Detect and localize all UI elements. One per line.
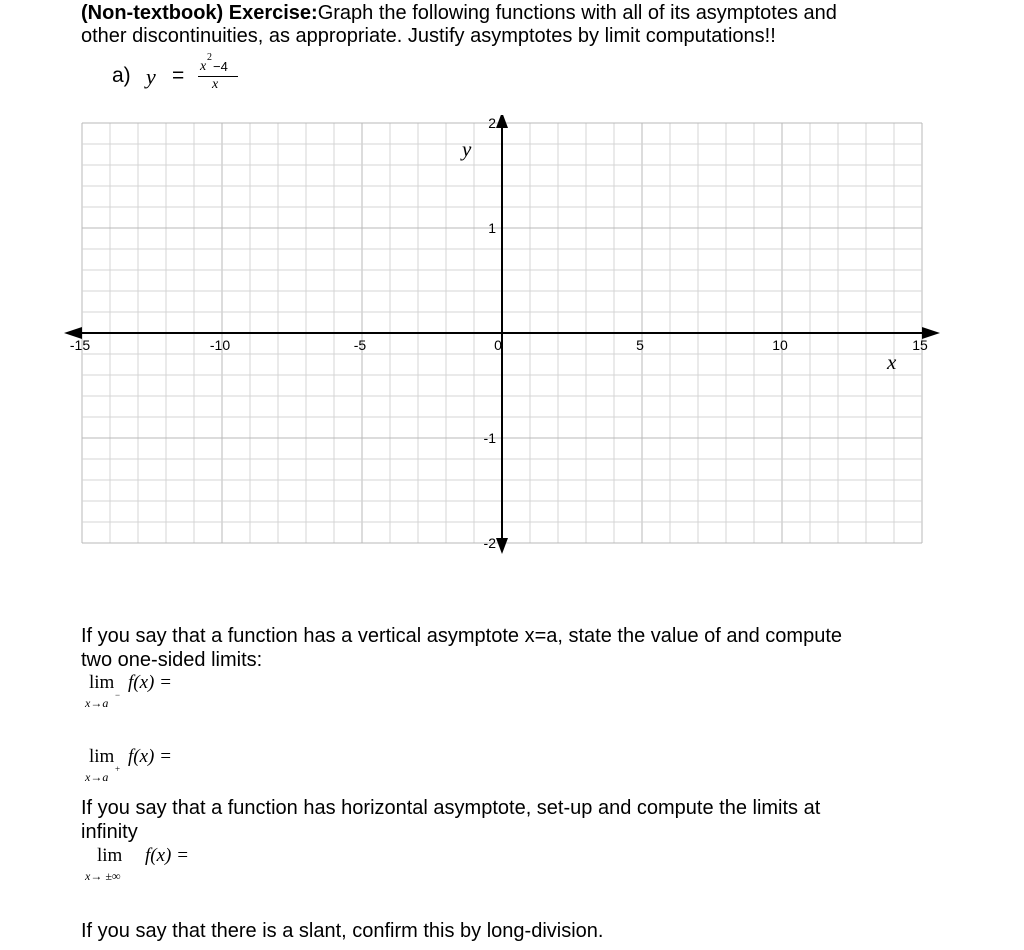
problem-a [112,52,272,98]
fraction-numerator-rest: −4 [213,59,228,74]
x-tick-label: 0 [494,337,502,353]
y-tick-label: 2 [488,115,496,131]
x-tick-label: -15 [69,337,91,353]
exercise-title: (Non-textbook) Exercise: [81,2,318,24]
exercise-header-line2: other discontinuities, as appropriate. Justify asymptotes by limit computations!! [81,25,776,47]
right-limit [85,746,285,790]
left-limit-lim: lim [89,672,115,693]
x-tick-label: -5 [353,337,367,353]
left-limit-sub: x→a [85,696,109,710]
right-limit-sup: + [115,764,121,774]
y-axis-label: y [462,137,472,161]
x-tick-label: -10 [209,337,231,353]
x-axis-label: x [887,350,897,374]
fraction-numerator-var: x [200,59,207,74]
x-tick-label: 15 [912,337,928,353]
infinity-limit-sub: x→ ±∞ [85,869,121,883]
exercise-header [81,2,961,48]
right-limit-func: f(x) = [128,746,172,767]
y-tick-label: -2 [483,535,496,551]
coordinate-grid [0,115,1024,575]
left-limit-sup: − [115,690,121,700]
x-tick-label: 10 [772,337,788,353]
horizontal-line2: infinity [81,821,138,843]
y-axis-down-arrow-icon [496,538,508,554]
vertical-asymptote-instructions [81,624,941,672]
y-tick-label: -1 [483,430,496,446]
right-limit-lim: lim [89,746,115,767]
fraction-denominator: x [212,77,219,92]
problem-equals: = [172,64,185,87]
vertical-line2: two one-sided limits: [81,649,263,671]
infinity-limit [85,845,305,889]
vertical-line1: If you say that a function has a vertical asymptote x=a, state the value of and compute [81,625,842,647]
axes [64,115,940,554]
horizontal-line1: If you say that a function has horizontal asymptote, set-up and compute the limits at [81,797,821,819]
slant-instructions: If you say that there is a slant, confirm this by long-division. [81,920,604,942]
left-limit [85,672,285,716]
problem-label: a) [112,64,131,87]
y-axis-up-arrow-icon [496,115,508,128]
infinity-limit-func: f(x) = [145,845,189,866]
infinity-limit-lim: lim [97,845,123,866]
problem-lhs: y [146,64,156,89]
horizontal-asymptote-instructions [81,796,941,844]
x-tick-label: 5 [636,337,644,353]
exercise-header-line1: (Non-textbook) Exercise:Graph the following functions with all of its asymptotes and [81,2,837,24]
fraction-numerator-exp: 2 [207,52,212,63]
y-tick-label: 1 [488,220,496,236]
right-limit-sub: x→a [85,770,109,784]
left-limit-func: f(x) = [128,672,172,693]
